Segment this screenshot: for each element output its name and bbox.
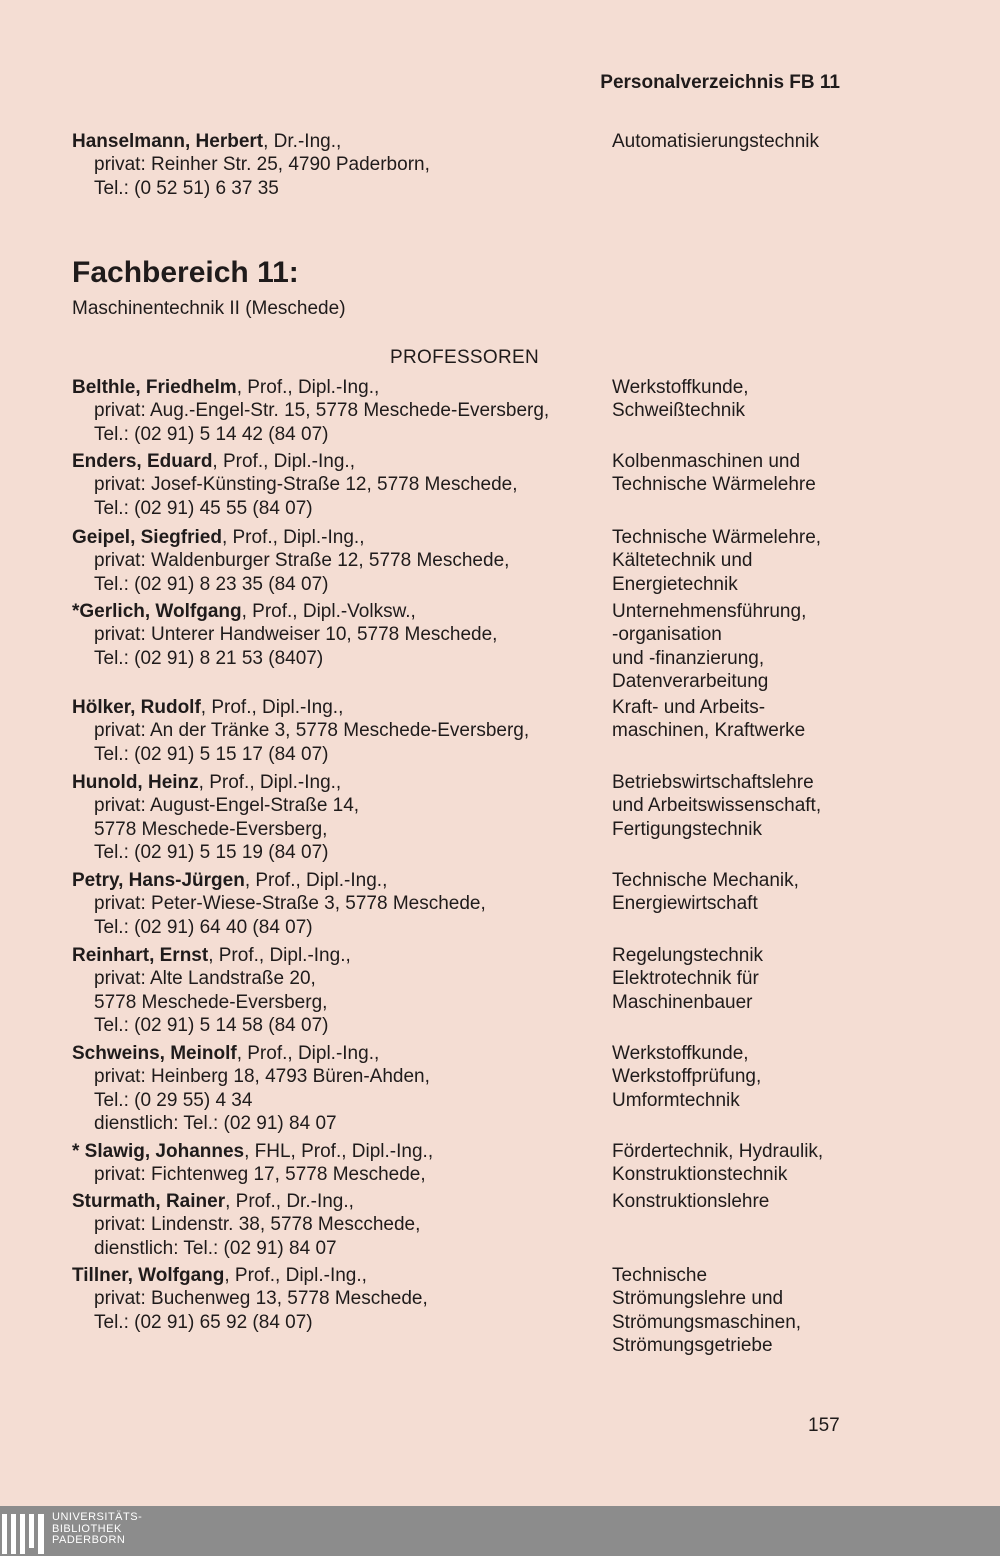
person-name: Hölker, Rudolf (72, 697, 201, 718)
person-name: * Slawig, Johannes (72, 1141, 245, 1162)
contact-line: privat: Reinher Str. 25, 4790 Paderborn, (94, 154, 430, 176)
entry-name-line (72, 1042, 612, 1065)
subject-line: Betriebswirtschaftslehre (612, 772, 814, 793)
contact-line: dienstlich: Tel.: (02 91) 84 07 (94, 1237, 337, 1259)
entry-subject (612, 771, 912, 841)
contact-line: Tel.: (02 91) 64 40 (84 07) (94, 916, 313, 938)
subject-line: Werkstoffkunde, (612, 1043, 749, 1064)
entry-name-line (72, 869, 612, 892)
entry-subject (612, 1042, 912, 1112)
entry-contact (72, 1042, 612, 1136)
subject-line: Fördertechnik, Hydraulik, (612, 1141, 824, 1162)
subject-line: Automatisierungstechnik (612, 131, 819, 152)
person-title: , Prof., Dipl.-Ing., (208, 945, 351, 966)
contact-line: privat: August-Engel-Straße 14, (94, 795, 360, 817)
person-title: , Prof., Dipl.-Ing., (224, 1265, 367, 1286)
contact-line: Tel.: (02 91) 8 21 53 (8407) (94, 647, 324, 669)
entry-subject (612, 869, 912, 916)
contact-line: privat: Fichtenweg 17, 5778 Meschede, (94, 1164, 426, 1186)
entry-name-line (72, 1264, 612, 1287)
entry-subject (612, 696, 912, 743)
contact-line: privat: Aug.-Engel-Str. 15, 5778 Meschede-Eversberg, (94, 400, 550, 422)
subject-line: maschinen, Kraftwerke (612, 720, 806, 742)
entry-contact (72, 526, 612, 596)
person-name: Sturmath, Rainer (72, 1191, 226, 1212)
entry-contact (72, 1264, 612, 1334)
subject-line: Datenverarbeitung (612, 671, 769, 693)
entry-name-line (72, 600, 612, 623)
subject-line: Strömungsgetriebe (612, 1335, 773, 1357)
subject-line: Energietechnik (612, 573, 738, 595)
contact-line: Tel.: (0 29 55) 4 34 (94, 1089, 253, 1111)
contact-line: Tel.: (02 91) 5 15 17 (84 07) (94, 743, 329, 765)
subject-line: Werkstoffprüfung, (612, 1066, 762, 1088)
person-title: , Prof., Dipl.-Ing., (221, 527, 365, 548)
person-name: Hunold, Heinz (72, 772, 199, 793)
entry-contact (72, 944, 612, 1038)
contact-line: privat: An der Tränke 3, 5778 Meschede-Eversberg, (94, 720, 530, 742)
entry-contact (72, 869, 612, 939)
subject-line: Werkstoffkunde, (612, 377, 749, 398)
subject-line: Technische Wärmelehre, (612, 527, 822, 548)
subject-line: Schweißtechnik (612, 400, 746, 422)
contact-line: 5778 Meschede-Eversberg, (94, 818, 328, 840)
person-title: , Prof., Dipl.-Ing., (200, 697, 344, 718)
subject-line: Fertigungstechnik (612, 818, 762, 840)
person-name: *Gerlich, Wolfgang (72, 601, 242, 622)
entry-subject (612, 1140, 912, 1187)
person-name: Reinhart, Ernst (72, 945, 209, 966)
entry-contact (72, 1140, 612, 1187)
person-title: , Prof., Dr.-Ing., (225, 1191, 354, 1212)
entry-contact (72, 1190, 612, 1260)
entry-subject (612, 600, 912, 694)
person-title: , Prof., Dipl.-Ing., (236, 377, 380, 398)
entry-contact (72, 600, 612, 670)
subject-line: und Arbeitswissenschaft, (612, 795, 822, 817)
contact-line: privat: Unterer Handweiser 10, 5778 Meschede, (94, 624, 498, 646)
person-title: , Prof., Dipl.-Ing., (212, 451, 355, 472)
entry-contact (72, 130, 612, 200)
entry-subject (612, 1264, 912, 1358)
subject-line: Konstruktionslehre (612, 1191, 770, 1212)
entry-name-line (72, 1140, 612, 1163)
subheading-professors: PROFESSOREN (390, 347, 539, 368)
entry-name-line (72, 1190, 612, 1213)
contact-line: Tel.: (0 52 51) 6 37 35 (94, 177, 279, 199)
entry-subject (612, 376, 912, 423)
entry-subject (612, 1190, 912, 1213)
entry-contact (72, 376, 612, 446)
contact-line: privat: Peter-Wiese-Straße 3, 5778 Meschede, (94, 893, 486, 915)
entry-contact (72, 696, 612, 766)
entry-name-line (72, 526, 612, 549)
subject-line: und -finanzierung, (612, 647, 765, 669)
entry-name-line (72, 944, 612, 967)
running-head: Personalverzeichnis FB 11 (600, 72, 840, 93)
subject-line: Energiewirtschaft (612, 893, 758, 915)
person-name: Schweins, Meinolf (72, 1043, 237, 1064)
subject-line: -organisation (612, 624, 722, 646)
person-name: Belthle, Friedhelm (72, 377, 237, 398)
entry-name-line (72, 130, 612, 153)
contact-line: privat: Alte Landstraße 20, (94, 968, 316, 990)
subject-line: Kältetechnik und (612, 550, 753, 572)
subject-line: Unternehmensführung, (612, 601, 807, 622)
contact-line: Tel.: (02 91) 5 14 58 (84 07) (94, 1015, 329, 1037)
entry-contact (72, 771, 612, 865)
contact-line: Tel.: (02 91) 5 15 19 (84 07) (94, 842, 329, 864)
subject-line: Technische Mechanik, (612, 870, 799, 891)
person-title: , Prof., Dipl.-Ing., (198, 772, 342, 793)
entry-subject (612, 450, 912, 497)
contact-line: Tel.: (02 91) 65 92 (84 07) (94, 1311, 313, 1333)
contact-line: privat: Waldenburger Straße 12, 5778 Meschede, (94, 550, 510, 572)
person-name: Enders, Eduard (72, 451, 213, 472)
page-number: 157 (808, 1415, 840, 1436)
subject-line: Umformtechnik (612, 1089, 740, 1111)
library-footer-bar (0, 1506, 1000, 1556)
person-name: Geipel, Siegfried (72, 527, 222, 548)
contact-line: privat: Heinberg 18, 4793 Büren-Ahden, (94, 1066, 430, 1088)
contact-line: privat: Lindenstr. 38, 5778 Mescchede, (94, 1214, 421, 1236)
subject-line: Konstruktionstechnik (612, 1164, 788, 1186)
subject-line: Strömungslehre und (612, 1288, 784, 1310)
subject-line: Elektrotechnik für (612, 968, 759, 990)
entry-name-line (72, 376, 612, 399)
entry-subject (612, 944, 912, 1014)
person-title: , Prof., Dipl.-Volksw., (241, 601, 416, 622)
contact-line: 5778 Meschede-Eversberg, (94, 991, 328, 1013)
entry-name-line (72, 696, 612, 719)
contact-line: privat: Buchenweg 13, 5778 Meschede, (94, 1288, 428, 1310)
library-logo-icon (2, 1514, 46, 1554)
subject-line: Technische (612, 1265, 708, 1286)
entry-subject (612, 526, 912, 596)
library-logo-text: UNIVERSITÄTS- BIBLIOTHEK PADERBORN (52, 1511, 143, 1546)
person-name: Petry, Hans-Jürgen (72, 870, 245, 891)
subject-line: Technische Wärmelehre (612, 474, 816, 496)
subject-line: Strömungsmaschinen, (612, 1311, 802, 1333)
section-subtitle: Maschinentechnik II (Meschede) (72, 298, 346, 319)
contact-line: Tel.: (02 91) 8 23 35 (84 07) (94, 573, 329, 595)
person-title: , Prof., Dipl.-Ing., (244, 870, 388, 891)
subject-line: Kolbenmaschinen und (612, 451, 801, 472)
contact-line: privat: Josef-Künsting-Straße 12, 5778 Meschede, (94, 474, 518, 496)
person-name: Tillner, Wolfgang (72, 1265, 225, 1286)
entry-subject (612, 130, 912, 153)
entry-contact (72, 450, 612, 520)
subject-line: Kraft- und Arbeits- (612, 697, 766, 718)
subject-line: Regelungstechnik (612, 945, 764, 966)
person-title: , FHL, Prof., Dipl.-Ing., (244, 1141, 434, 1162)
contact-line: Tel.: (02 91) 45 55 (84 07) (94, 497, 313, 519)
entry-name-line (72, 771, 612, 794)
section-title: Fachbereich 11: (72, 256, 299, 289)
contact-line: dienstlich: Tel.: (02 91) 84 07 (94, 1113, 337, 1135)
person-name: Hanselmann, Herbert (72, 131, 264, 152)
contact-line: Tel.: (02 91) 5 14 42 (84 07) (94, 423, 329, 445)
entry-name-line (72, 450, 612, 473)
person-title: , Prof., Dipl.-Ing., (236, 1043, 380, 1064)
person-title: , Dr.-Ing., (263, 131, 342, 152)
subject-line: Maschinenbauer (612, 991, 753, 1013)
